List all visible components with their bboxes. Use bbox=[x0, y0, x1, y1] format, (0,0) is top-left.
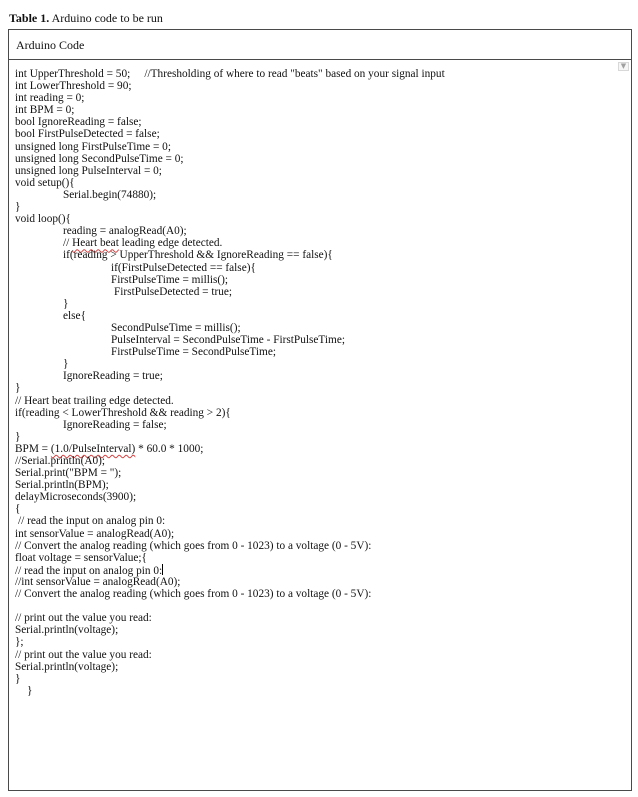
code-line: Serial.begin(74880); bbox=[63, 188, 157, 201]
code-line: delayMicroseconds(3900); bbox=[15, 491, 137, 504]
chevron-down-icon[interactable]: ▼ bbox=[618, 62, 629, 71]
code-line: if(reading < LowerThreshold && reading > 2){ bbox=[15, 406, 231, 419]
code-table bbox=[8, 29, 632, 791]
code-line: if(reading > UpperThreshold && IgnoreReading == false){ bbox=[63, 249, 333, 262]
code-line: } bbox=[15, 672, 21, 685]
code-line: } bbox=[63, 297, 69, 310]
code-line: int LowerThreshold = 90; bbox=[15, 80, 132, 93]
code-line: unsigned long SecondPulseTime = 0; bbox=[15, 152, 184, 165]
caption-label: Table 1. bbox=[9, 11, 50, 25]
code-line: // Convert the analog reading (which goes from 0 - 1023) to a voltage (0 - 5V): bbox=[15, 539, 372, 552]
text-cursor bbox=[162, 564, 163, 575]
code-line: int sensorValue = analogRead(A0); bbox=[15, 527, 175, 540]
code-line: } bbox=[63, 358, 69, 371]
code-line: { bbox=[15, 503, 21, 516]
code-line: }; bbox=[15, 636, 24, 649]
table-caption bbox=[9, 11, 163, 25]
code-line: FirstPulseDetected = true; bbox=[114, 285, 233, 298]
caption-text: Arduino code to be run bbox=[49, 11, 163, 25]
code-line: FirstPulseTime = SecondPulseTime; bbox=[111, 346, 276, 359]
code-line: // Heart beat trailing edge detected. bbox=[15, 394, 174, 407]
code-line: FirstPulseTime = millis(); bbox=[111, 273, 229, 286]
code-line: bool FirstPulseDetected = false; bbox=[15, 128, 160, 141]
code-line: //int sensorValue = analogRead(A0); bbox=[15, 575, 181, 588]
code-line: Serial.println(BPM); bbox=[15, 479, 109, 492]
code-line: } bbox=[15, 201, 21, 214]
code-line: int BPM = 0; bbox=[15, 104, 75, 117]
code-line: // Heart beat leading edge detected. bbox=[63, 237, 223, 250]
code-line: int UpperThreshold = 50; //Thresholding of where to read "beats" based on your signal input bbox=[15, 68, 445, 80]
code-line: IgnoreReading = false; bbox=[63, 418, 167, 431]
code-line: Serial.print("BPM = "); bbox=[15, 467, 122, 480]
code-line: // Convert the analog reading (which goes from 0 - 1023) to a voltage (0 - 5V): bbox=[15, 588, 372, 601]
code-line: IgnoreReading = true; bbox=[63, 370, 163, 383]
code-line: // print out the value you read: bbox=[15, 612, 152, 625]
code-line: Serial.println(voltage); bbox=[15, 624, 119, 637]
code-line: else{ bbox=[63, 309, 86, 322]
table-header: Arduino Code bbox=[16, 38, 85, 52]
code-line: } bbox=[15, 430, 21, 443]
code-line: } bbox=[15, 382, 21, 395]
code-line: SecondPulseTime = millis(); bbox=[111, 321, 241, 334]
code-line: float voltage = sensorValue;{ bbox=[15, 551, 147, 564]
code-line: unsigned long PulseInterval = 0; bbox=[15, 164, 162, 177]
code-line: unsigned long FirstPulseTime = 0; bbox=[15, 140, 171, 153]
code-line: void loop(){ bbox=[15, 213, 71, 226]
code-line: } bbox=[27, 684, 33, 697]
code-line: BPM = (1.0/PulseInterval) * 60.0 * 1000; bbox=[15, 442, 204, 455]
code-line: // read the input on analog pin 0: bbox=[15, 564, 163, 577]
code-line: //Serial.println(A0); bbox=[15, 455, 106, 467]
code-line: void setup(){ bbox=[15, 176, 75, 189]
code-block bbox=[15, 68, 613, 697]
code-line: bool IgnoreReading = false; bbox=[15, 116, 142, 129]
code-line bbox=[15, 600, 613, 612]
code-cell[interactable] bbox=[9, 60, 631, 790]
code-line: Serial.println(voltage); bbox=[15, 660, 119, 673]
code-line: // read the input on analog pin 0: bbox=[18, 515, 166, 528]
code-line: if(FirstPulseDetected == false){ bbox=[111, 261, 256, 274]
table-header-row bbox=[9, 30, 631, 60]
code-line: // print out the value you read: bbox=[15, 648, 152, 661]
code-line: reading = analogRead(A0); bbox=[63, 225, 187, 238]
code-line: int reading = 0; bbox=[15, 92, 85, 105]
code-line: PulseInterval = SecondPulseTime - FirstPulseTime; bbox=[111, 334, 345, 347]
